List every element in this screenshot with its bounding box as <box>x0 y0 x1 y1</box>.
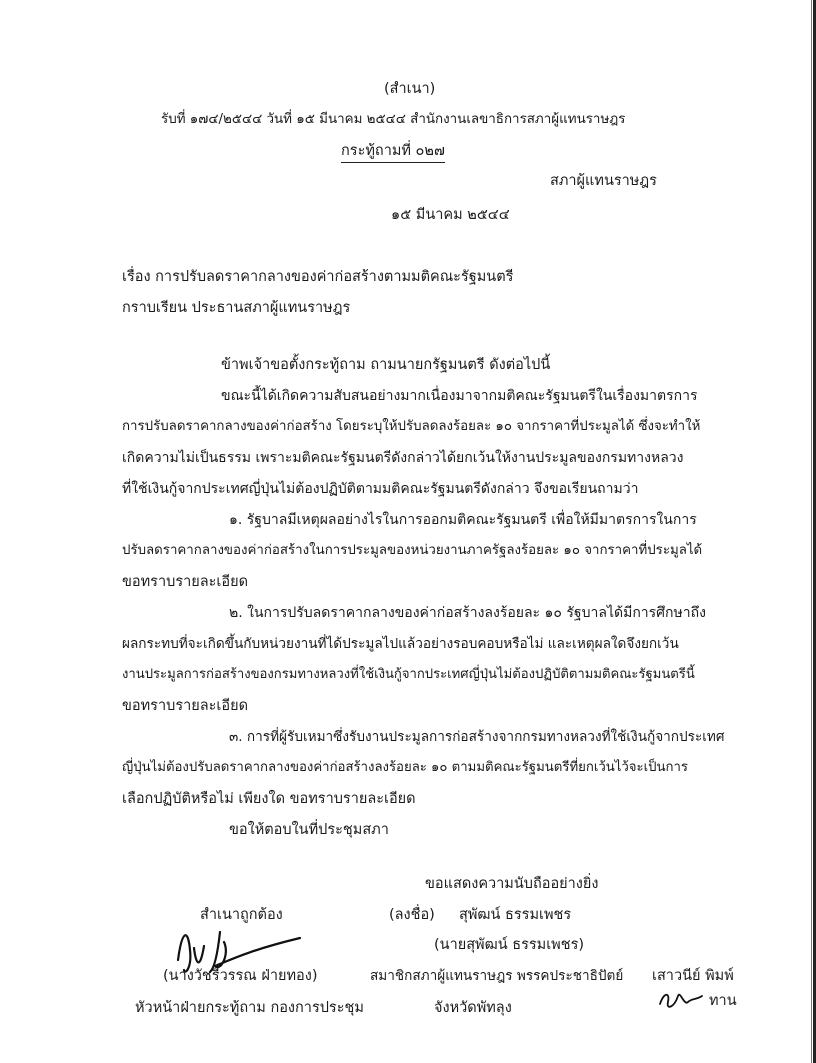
question-1-line: ปรับลดราคากลางของค่าก่อสร้างในการประมูลของหน่วยงานภาครัฐลงร้อยละ ๑๐ จากราคาที่ประมูลได้ <box>122 543 703 558</box>
question-2-line: ขอทราบรายละเอียด <box>122 698 248 714</box>
signer-province: จังหวัดพัทลุง <box>434 1000 512 1016</box>
addressee-line: กราบเรียน ประธานสภาผู้แทนราษฎร <box>122 300 351 316</box>
signer-name: สุพัฒน์ ธรรมเพชร <box>459 907 572 923</box>
signed-label: (ลงชื่อ) <box>389 907 435 923</box>
question-1-line: ขอทราบรายละเอียด <box>122 574 248 590</box>
question-3-line: ๓. การที่ผู้รับเหมาซึ่งรับงานประมูลการก่อสร้างจากกรมทางหลวงที่ใช้เงินกู้จากประเทศ <box>229 729 725 745</box>
question-2-line: ผลกระทบที่จะเกิดขึ้นกับหน่วยงานที่ได้ประมูลไปแล้วอย่างรอบคอบหรือไม่ และเหตุผลใดจึงยกเว้น <box>122 636 679 652</box>
scan-edge-shadow <box>811 0 812 1063</box>
question-2-line: งานประมูลการก่อสร้างของกรมทางหลวงที่ใช้เงินกู้จากประเทศญี่ปุ่นไม่ต้องปฏิบัติตามมติคณะรัฐมนตรีนี้ <box>122 667 695 682</box>
certified-copy-label: สำเนาถูกต้อง <box>200 907 283 923</box>
question-3-line: ญี่ปุ่นไม่ต้องปรับลดราคากลางของค่าก่อสร้างลงร้อยละ ๑๐ ตามมติคณะรัฐมนตรีที่ยกเว้นไว้จะเป็นการ <box>122 760 688 775</box>
para1-line: เกิดความไม่เป็นธรรม เพราะมติคณะรัฐมนตรีดังกล่าวได้ยกเว้นให้งานประมูลของกรมทางหลวง <box>122 450 684 466</box>
para1-line: การปรับลดราคากลางของค่าก่อสร้าง โดยระบุให้ปรับลดลงร้อยละ ๑๐ จากราคาที่ประมูลได้ ซึ่งจะทำให้ <box>122 419 701 434</box>
question-1-line: ๑. รัฐบาลมีเหตุผลอย่างไรในการออกมติคณะรัฐมนตรี เพื่อให้มีมาตรการในการ <box>229 512 697 528</box>
typist-line: เสาวนีย์ พิมพ์ <box>652 968 734 984</box>
initials-mark <box>656 988 706 1014</box>
question-number: กระทู้ถามที่ ๐๒๗ <box>341 141 445 163</box>
copy-mark: (สำเนา) <box>384 81 436 97</box>
certifier-position: หัวหน้าฝ่ายกระทู้ถาม กองการประชุม <box>135 1000 364 1016</box>
closing-request: ขอให้ตอบในที่ประชุมสภา <box>229 822 389 838</box>
signer-position: สมาชิกสภาผู้แทนราษฎร พรรคประชาธิปัตย์ <box>370 968 624 984</box>
certifier-name: (นางวัชรีวรรณ ฝ่ายทอง) <box>163 968 318 984</box>
para1-line: ขณะนี้ได้เกิดความสับสนอย่างมากเนื่องมาจากมติคณะรัฐมนตรีในเรื่องมาตรการ <box>221 388 698 404</box>
para1-line: ที่ใช้เงินกู้จากประเทศญี่ปุ่นไม่ต้องปฏิบัติตามมติคณะรัฐมนตรีดังกล่าว จึงขอเรียนถามว่า <box>122 481 639 497</box>
question-2-line: ๒. ในการปรับลดราคากลางของค่าก่อสร้างลงร้อยละ ๑๐ รัฐบาลได้มีการศึกษาถึง <box>229 605 706 621</box>
received-line: รับที่ ๑๗๔/๒๕๔๔ วันที่ ๑๕ มีนาคม ๒๕๔๔ สำนักงานเลขาธิการสภาผู้แทนราษฎร <box>161 112 626 127</box>
document-date: ๑๕ มีนาคม ๒๕๔๔ <box>391 207 510 223</box>
intro-line: ข้าพเจ้าขอตั้งกระทู้ถาม ถามนายกรัฐมนตรี ดังต่อไปนี้ <box>221 357 551 373</box>
signer-full-name: (นายสุพัฒน์ ธรรมเพชร) <box>434 937 585 953</box>
question-3-line: เลือกปฏิบัติหรือไม่ เพียงใด ขอทราบรายละเอียด <box>122 791 416 807</box>
subject-line: เรื่อง การปรับลดราคากลางของค่าก่อสร้างตามมติคณะรัฐมนตรี <box>122 269 514 285</box>
office-name: สภาผู้แทนราษฎร <box>550 173 657 189</box>
regards-line: ขอแสดงความนับถืออย่างยิ่ง <box>425 876 599 892</box>
checked-label: ทาน <box>709 993 737 1009</box>
